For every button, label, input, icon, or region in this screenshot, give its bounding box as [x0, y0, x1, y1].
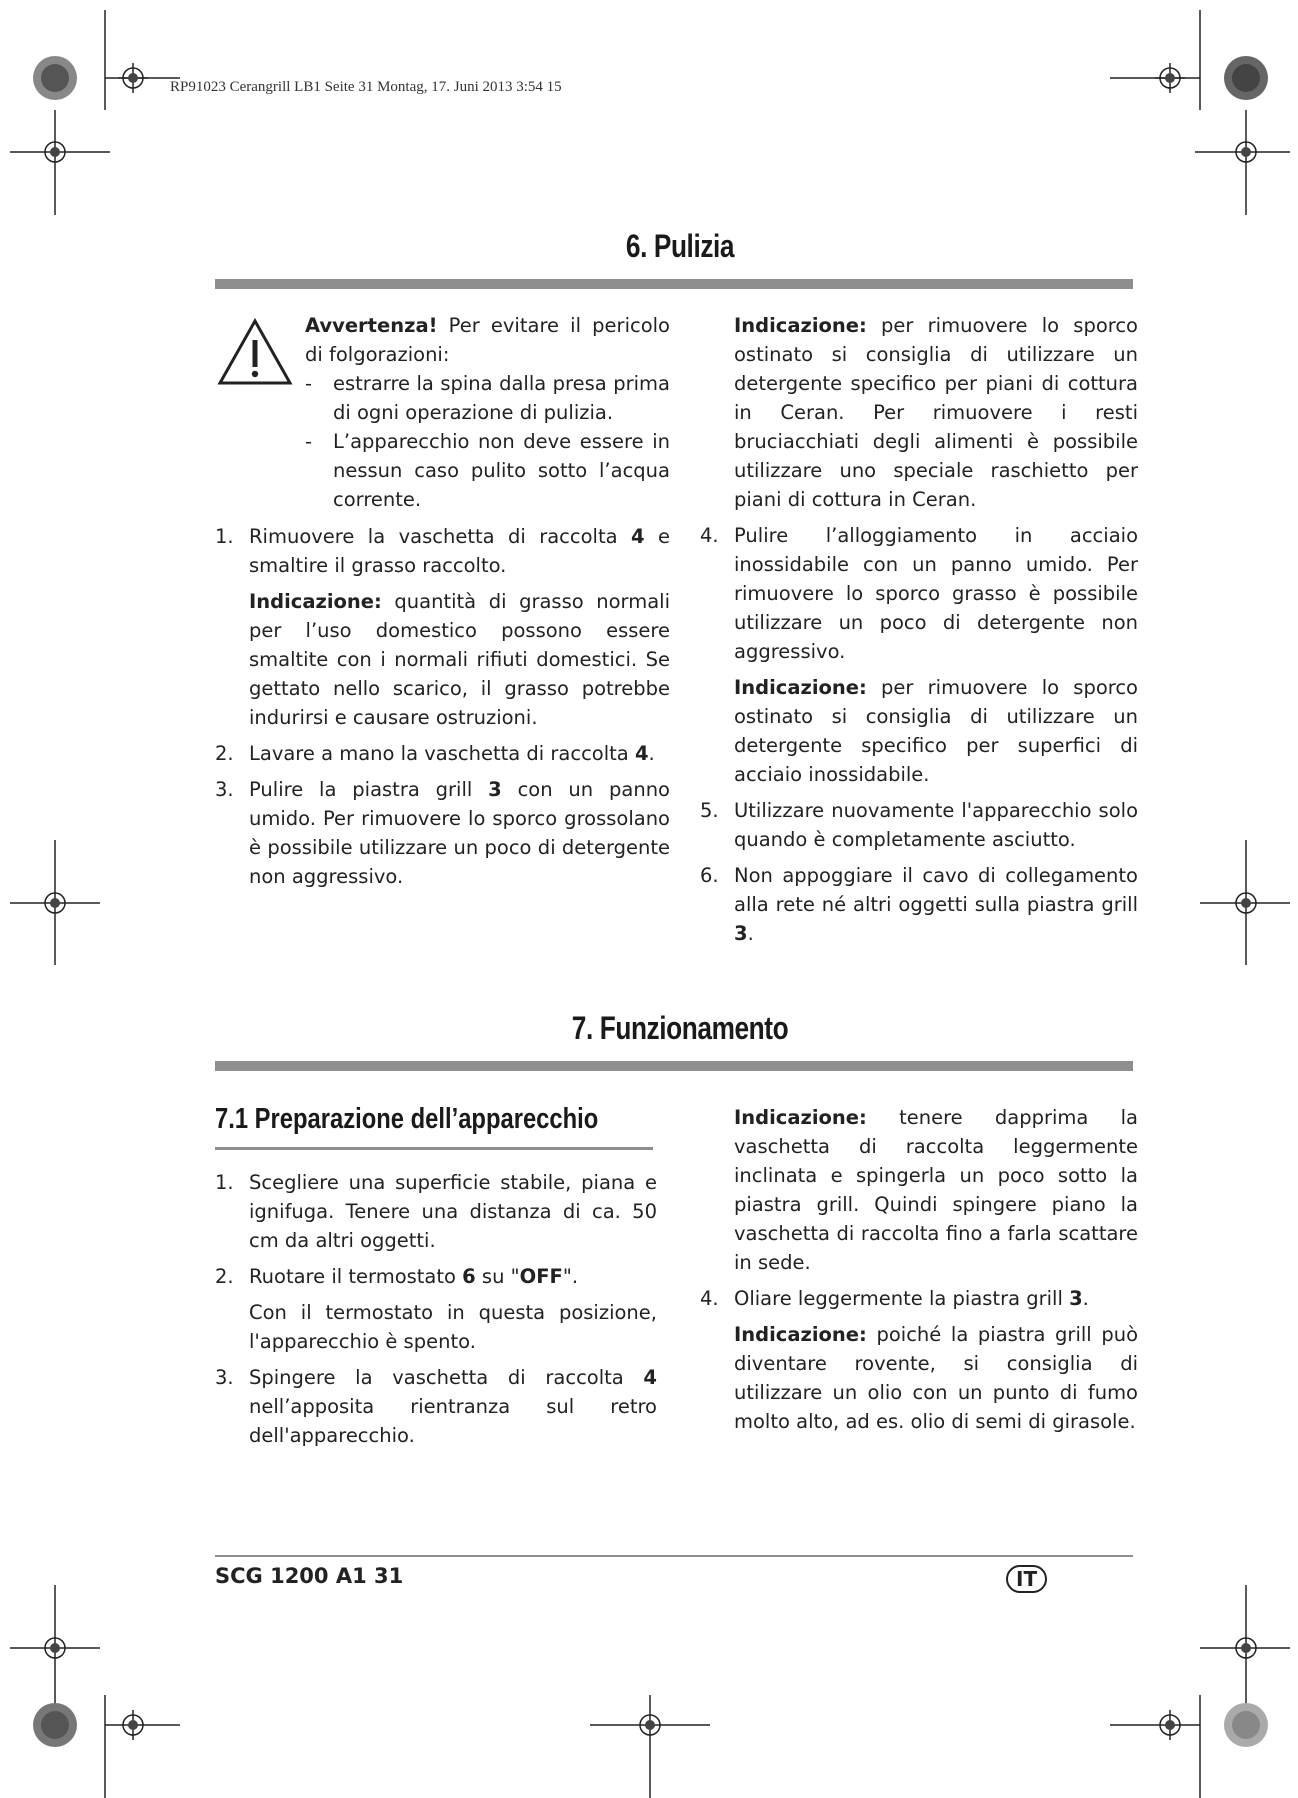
note-stainless: Indicazione: per rimuovere lo sporco ostinato si consiglia di utilizzare un detergente specifico per superfici di acciaio inossidabile. — [734, 676, 1138, 786]
footer-model: SCG 1200 A1 31 — [215, 1564, 404, 1588]
section7-right-column — [700, 1103, 1138, 1443]
warning-block — [215, 311, 670, 514]
section6-right-column — [700, 311, 1138, 955]
section-divider — [215, 1061, 1133, 1071]
step-2-note: Con il termostato in questa posizione, l'apparecchio è spento. — [249, 1301, 657, 1353]
step-4: 4. Oliare leggermente la piastra grill 3. — [700, 1287, 1089, 1310]
step-6: 6. Non appoggiare il cavo di collegamento alla rete né altri oggetti sulla piastra grill 3. — [700, 864, 1138, 945]
step-4: 4. Pulire l’alloggiamento in acciaio inossidabile con un panno umido. Per rimuovere lo sporco grasso è possibile utilizzare un poco di detergente non aggressivo. — [700, 524, 1138, 663]
step-2: 2. Ruotare il termostato 6 su "OFF". — [215, 1265, 579, 1288]
step-3: 3. Spingere la vaschetta di raccolta 4 nell’apposita rientranza sul retro dell'apparecchio. — [215, 1366, 657, 1447]
step-1: 1. Rimuovere la vaschetta di raccolta 4 e smaltire il grasso raccolto. — [215, 525, 670, 577]
step-2: 2. Lavare a mano la vaschetta di raccolta 4. — [215, 742, 655, 765]
step-1: 1. Scegliere una superficie stabile, piana e ignifuga. Tenere una distanza di ca. 50 cm da altri oggetti. — [215, 1171, 657, 1252]
step-5: 5. Utilizzare nuovamente l'apparecchio solo quando è completamente asciutto. — [700, 799, 1138, 851]
warning-bullet: - L’apparecchio non deve essere in nessun caso pulito sotto l’acqua corrente. — [305, 430, 670, 511]
section7-left-column — [215, 1168, 657, 1457]
section-divider — [215, 279, 1133, 289]
note-ceran: Indicazione: per rimuovere lo sporco ostinato si consiglia di utilizzare un detergente specifico per piani di cottura in Ceran. Per rimuovere i resti bruciacchiati degli alimenti è possibile utilizzare uno speciale raschietto per piani di cottura in Ceran. — [734, 314, 1138, 511]
note-oil: Indicazione: poiché la piastra grill può diventare rovente, si consiglia di utilizzare un olio con un punto di fumo molto alto, ad es. olio di semi di girasole. — [734, 1323, 1138, 1433]
subsection-title: 7.1 Preparazione dell’apparecchio — [215, 1103, 599, 1135]
warning-bullet: - estrarre la spina dalla presa prima di ogni operazione di pulizia. — [305, 372, 670, 424]
note-drip-tray: Indicazione: tenere dapprima la vaschetta di raccolta leggermente inclinata e spingerla un poco sotto la piastra grill. Quindi spingere piano la vaschetta di raccolta fino a farla scattare in sede. — [734, 1106, 1138, 1274]
print-info: RP91023 Cerangrill LB1 Seite 31 Montag, 17. Juni 2013 3:54 15 — [170, 79, 562, 95]
section-title-cleaning: 6. Pulizia — [625, 228, 735, 264]
note-grease: Indicazione: quantità di grasso normali per l’uso domestico possono essere smaltite con i normali rifiuti domestici. Se gettato nello scarico, il grasso potrebbe indurirsi e causare ostruzioni. — [249, 590, 670, 729]
footer-rule — [215, 1555, 1133, 1557]
section6-left-column — [215, 311, 670, 898]
warning-label: Avvertenza! — [305, 314, 438, 337]
language-badge: IT — [1006, 1565, 1047, 1593]
warning-intro: Per evitare il pericolo di folgorazioni: — [305, 314, 670, 366]
section-title-operation: 7. Funzionamento — [571, 1010, 789, 1046]
subsection-underline — [215, 1147, 653, 1150]
step-3: 3. Pulire la piastra grill 3 con un panno umido. Per rimuovere lo sporco grossolano è possibile utilizzare un poco di detergente non aggressivo. — [215, 778, 670, 888]
